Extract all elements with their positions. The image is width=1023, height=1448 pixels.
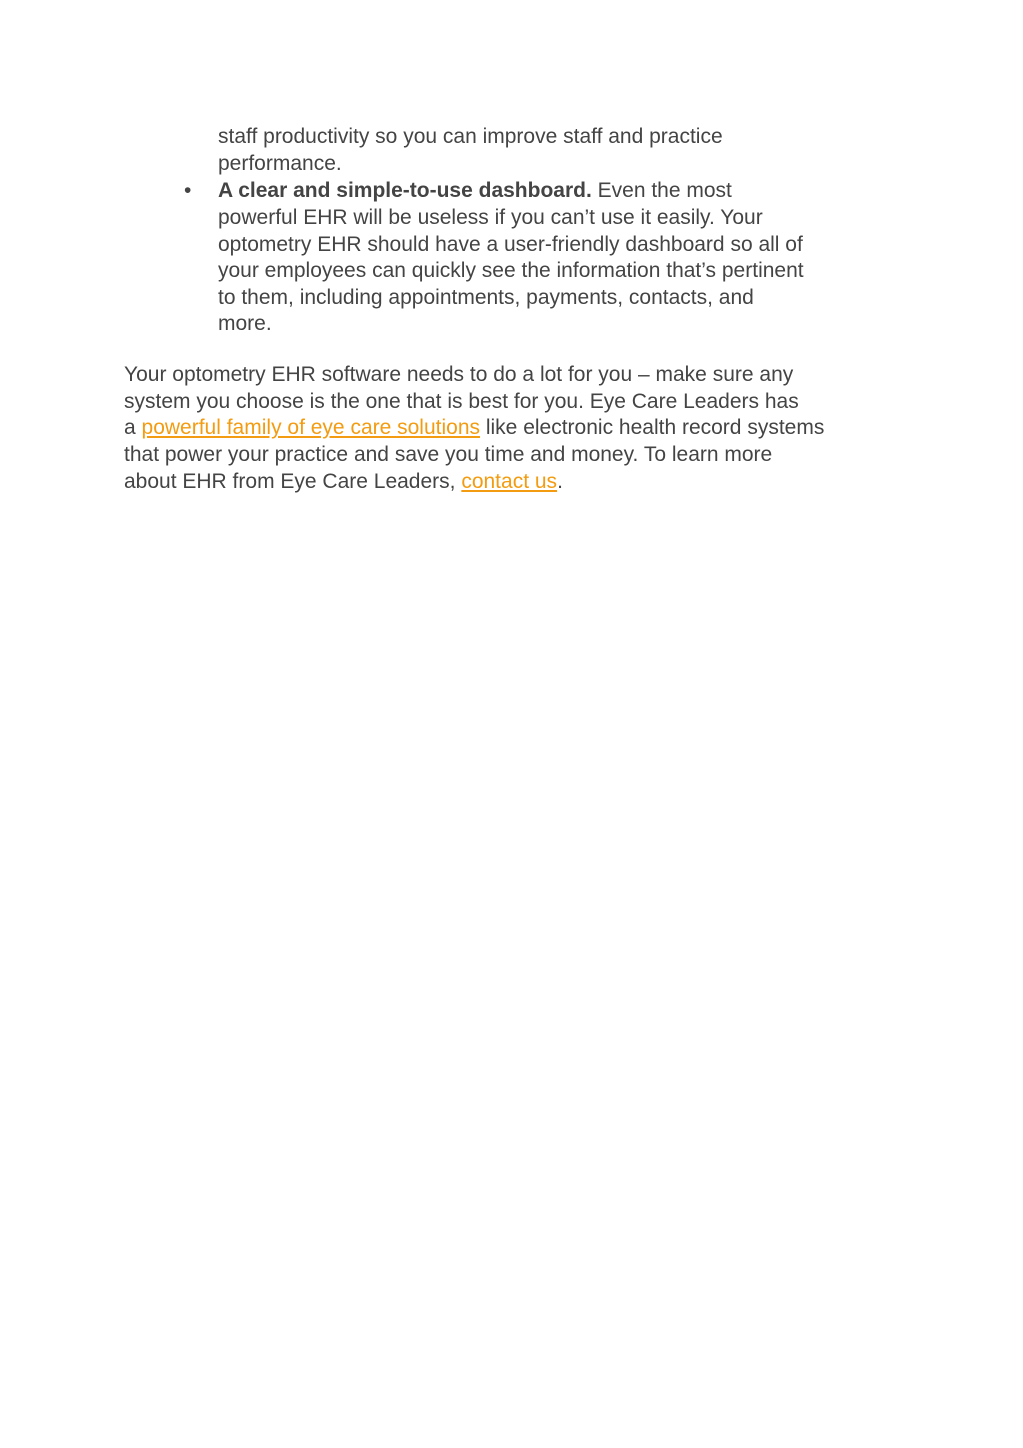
paragraph-line-3-prefix: a [124, 416, 142, 439]
paragraph-line-5 [124, 469, 563, 495]
bullet-marker: • [184, 179, 192, 202]
paragraph-line-5-prefix: about EHR from Eye Care Leaders, [124, 470, 462, 493]
bullet-item-line-5: to them, including appointments, payments, contacts, and [218, 286, 754, 309]
continued-item-line-1: staff productivity so you can improve staff and practice [218, 125, 723, 148]
paragraph-line-3-suffix: like electronic health record systems [480, 416, 825, 439]
bullet-item-line-6: more. [218, 312, 272, 335]
contact-us-link[interactable]: contact us [461, 470, 558, 493]
bullet-item-bold-lead: A clear and simple-to-use dashboard. [218, 179, 592, 202]
paragraph-line-3 [124, 415, 824, 441]
eye-care-solutions-link[interactable]: powerful family of eye care solutions [141, 416, 481, 439]
bullet-item-line-2: powerful EHR will be useless if you can’t use it easily. Your [218, 206, 763, 229]
bullet-item-line-1 [218, 178, 732, 204]
paragraph-line-1: Your optometry EHR software needs to do a lot for you – make sure any [124, 363, 794, 386]
paragraph-line-4: that power your practice and save you time and money. To learn more [124, 443, 773, 466]
paragraph-line-2: system you choose is the one that is best for you. Eye Care Leaders has [124, 390, 799, 413]
bullet-item-first-line-rest: Even the most [591, 179, 732, 202]
continued-item-line-2: performance. [218, 152, 342, 175]
bullet-item-line-4: your employees can quickly see the information that’s pertinent [218, 259, 804, 282]
bullet-item-line-3: optometry EHR should have a user-friendly dashboard so all of [218, 233, 803, 256]
paragraph-line-5-suffix: . [557, 470, 563, 493]
